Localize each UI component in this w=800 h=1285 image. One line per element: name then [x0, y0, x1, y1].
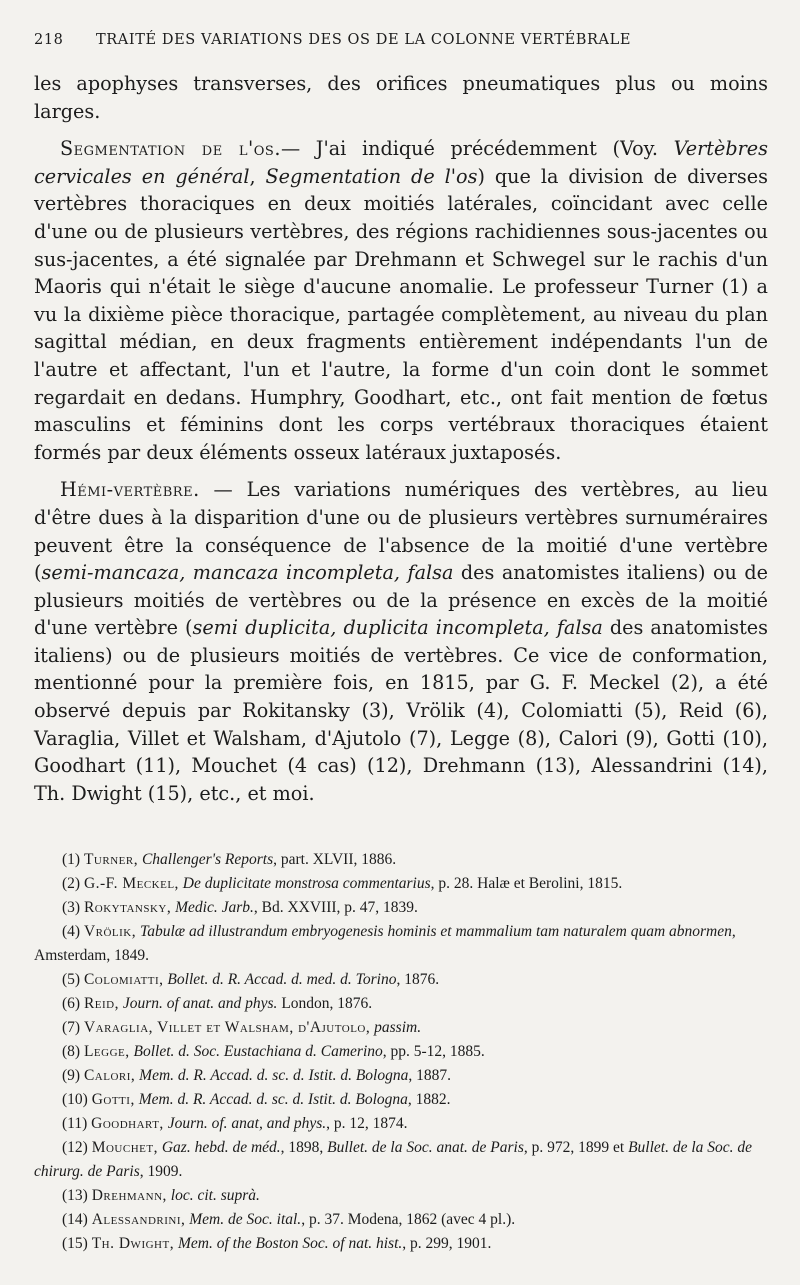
footnote — [34, 1208, 768, 1232]
footnote-author: Mouchet, — [91, 1139, 158, 1156]
footnote — [34, 1112, 768, 1136]
footnote-title: passim. — [374, 1019, 422, 1036]
footnote-number: (10) — [62, 1091, 88, 1108]
footnote-details: , p. 972, 1899 et — [523, 1139, 629, 1156]
footnote — [34, 1088, 768, 1112]
footnote-details: , pp. 5-12, 1885. — [382, 1043, 485, 1060]
paragraph-continuation — [34, 70, 768, 125]
footnote — [34, 920, 768, 968]
footnote — [34, 848, 768, 872]
running-header — [34, 32, 768, 54]
footnote-number: (12) — [62, 1139, 88, 1156]
footnote-author: Goodhart, — [91, 1115, 164, 1132]
footnote-number: (11) — [62, 1115, 88, 1132]
footnote-title: Mem. of the Boston Soc. of nat. hist. — [177, 1235, 403, 1252]
footnote-number: (3) — [62, 899, 81, 916]
paragraph-text: des anatomistes italiens) ou de plusieurs moitiés de vertèbres ou de la présence en excès de la moitié d'une vertèbre ( — [34, 561, 768, 640]
main-text — [34, 70, 768, 807]
footnote-title: Mem. d. R. Accad. d. sc. d. Istit. d. Bologna — [138, 1091, 408, 1108]
section-heading-segmentation: Segmentation de l'os. — [60, 137, 281, 161]
footnote-details: , p. 28. Halæ et Berolini, 1815. — [430, 875, 623, 892]
italic-reference: Segmentation de l'os — [265, 164, 478, 188]
footnote-number: (14) — [62, 1211, 88, 1228]
footnote-title: Medic. Jarb. — [175, 899, 254, 916]
italic-term: semi duplicita, duplicita incompleta, falsa — [192, 616, 603, 640]
footnote-number: (8) — [62, 1043, 81, 1060]
footnote-author: G.-F. Meckel, — [83, 875, 179, 892]
paragraph-hemi-vertebre — [34, 476, 768, 807]
footnote-details: London, 1876. — [277, 995, 373, 1012]
footnote — [34, 1064, 768, 1088]
section-heading-hemi-vertebre: Hémi-vertèbre. — [60, 478, 200, 502]
footnote-number: (4) — [62, 923, 81, 940]
footnote-author: Reid, — [83, 995, 119, 1012]
footnote-title: De duplicitate monstrosa commentarius — [182, 875, 431, 892]
footnote-number: (6) — [62, 995, 81, 1012]
footnote — [34, 1184, 768, 1208]
footnote — [34, 992, 768, 1016]
footnote-details: , p. 299, 1901. — [402, 1235, 492, 1252]
book-page — [34, 0, 768, 1285]
page-number: 218 — [34, 32, 64, 48]
footnote-details: , 1876. — [396, 971, 440, 988]
footnote-number: (2) — [62, 875, 81, 892]
footnote-number: (13) — [62, 1187, 88, 1204]
footnote-details: , 1898, — [280, 1139, 328, 1156]
footnote-author: Drehmann, — [91, 1187, 167, 1204]
footnote-number: (15) — [62, 1235, 88, 1252]
footnote-details: , 1909. — [139, 1163, 183, 1180]
footnote — [34, 1136, 768, 1184]
paragraph-text: des anatomistes italiens) ou de plusieurs moitiés de vertèbres. Ce vice de conformation, mentionné pour la première fois, en 1815, par G. F. Meckel (2), a été observé depuis par Rokitansky (3), Vrölik (4), Colomiatti (5), Reid (6), Varaglia, Villet et Walsham, d'Ajutolo (7), Legge (8), Calori (9), Gotti (10), Goodhart (11), Mouchet (4 cas) (12), Drehmann (13), Alessandrini (14), Th. Dwight (15), etc., et moi. — [34, 616, 768, 805]
footnote — [34, 1040, 768, 1064]
footnote-number: (5) — [62, 971, 81, 988]
footnote-author: Vrölik, — [83, 923, 137, 940]
footnote-details: , 1882. — [407, 1091, 451, 1108]
footnote-author: Colomiatti, — [83, 971, 164, 988]
footnote-title: Mem. de Soc. ital. — [189, 1211, 302, 1228]
paragraph-text: les apophyses transverses, des orifices pneumatiques plus ou moins larges. — [34, 72, 768, 123]
footnote-title: Bollet. d. R. Accad. d. med. d. Torino — [167, 971, 397, 988]
footnote — [34, 1016, 768, 1040]
paragraph-text: J'ai indiqué précédemment (Voy. — [315, 137, 674, 161]
footnote-title: Mem. d. R. Accad. d. sc. d. Istit. d. Bologna — [139, 1067, 409, 1084]
italic-reference: Vertèbres cervicales en général — [34, 137, 768, 188]
paragraph-text: ) que la division de diverses vertèbres thoraciques en deux moitiés latérales, coïncidant avec celle d'une ou de plusieurs vertèbres, des régions rachidiennes sous-jacentes ou sus-jacentes, a été signalée par Drehmann et Schwegel sur le rachis d'un Maoris qui n'était le siège d'aucune anomalie. Le professeur Turner (1) a vu la dixième pièce thoracique, partagée complètement, au niveau du plan sagittal médian, en deux fragments entièrement indépendants l'un de l'autre et affectant, l'un et l'autre, la forme d'un coin dont le sommet regardait en dedans. Humphry, Goodhart, etc., ont fait mention de fœtus masculins et féminins dont les corps vertébraux thoraciques étaient formés par deux éléments osseux latéraux juxtaposés. — [34, 164, 768, 464]
footnote-title: Challenger's Reports — [141, 851, 274, 868]
footnote-title: Tabulæ ad illustrandum embryogenesis hominis et mammalium tam naturalem quam abnormen — [140, 923, 732, 940]
footnote-author: Alessandrini, — [91, 1211, 186, 1228]
italic-term: semi-mancaza, mancaza incompleta, falsa — [41, 561, 454, 585]
footnote-title: Journ. of anat. and phys. — [122, 995, 278, 1012]
heading-dash: — — [280, 137, 301, 161]
footnote-number: (1) — [62, 851, 81, 868]
paragraph-text: Les variations numériques des vertèbres, au lieu d'être dues à la disparition d'une ou de plusieurs vertèbres surnuméraires peuvent être la conséquence de l'absence de la moitié d'une vertèbre ( — [34, 478, 768, 585]
paragraph-text: , — [249, 164, 266, 188]
footnote-author: Varaglia, Villet et Walsham, d'Ajutolo, — [83, 1019, 371, 1036]
footnote-title: Bollet. d. Soc. Eustachiana d. Camerino — [133, 1043, 383, 1060]
footnote-author: Gotti, — [91, 1091, 135, 1108]
footnote-title: Bullet. de la Soc. anat. de Paris — [327, 1139, 524, 1156]
footnote-author: Legge, — [83, 1043, 130, 1060]
footnote-number: (7) — [62, 1019, 81, 1036]
footnote-author: Th. Dwight, — [91, 1235, 175, 1252]
footnote-details: , p. 37. Modena, 1862 (avec 4 pl.). — [301, 1211, 516, 1228]
footnote-number: (9) — [62, 1067, 81, 1084]
heading-dash: — — [213, 478, 233, 502]
footnote-author: Turner, — [83, 851, 139, 868]
footnote-details: , Bd. XXVIII, p. 47, 1839. — [253, 899, 418, 916]
footnotes — [34, 848, 768, 1256]
footnote-title: Journ. of. anat, and phys. — [167, 1115, 327, 1132]
footnote-author: Calori, — [83, 1067, 136, 1084]
footnote-title: Gaz. hebd. de méd. — [161, 1139, 281, 1156]
footnote — [34, 896, 768, 920]
footnote-details: , 1887. — [408, 1067, 451, 1084]
paragraph-segmentation — [34, 135, 768, 466]
footnote-details: , part. XLVII, 1886. — [273, 851, 397, 868]
footnote-details: , Amsterdam, 1849. — [34, 923, 736, 964]
footnote-details: , p. 12, 1874. — [326, 1115, 408, 1132]
running-title: TRAITÉ DES VARIATIONS DES OS DE LA COLONNE VERTÉBRALE — [96, 32, 632, 48]
footnote — [34, 968, 768, 992]
footnote-title: Bullet. de la Soc. de chirurg. de Paris — [34, 1139, 753, 1180]
footnote — [34, 1232, 768, 1256]
footnote — [34, 872, 768, 896]
footnote-title: loc. cit. suprà. — [170, 1187, 260, 1204]
footnote-author: Rokytansky, — [83, 899, 172, 916]
